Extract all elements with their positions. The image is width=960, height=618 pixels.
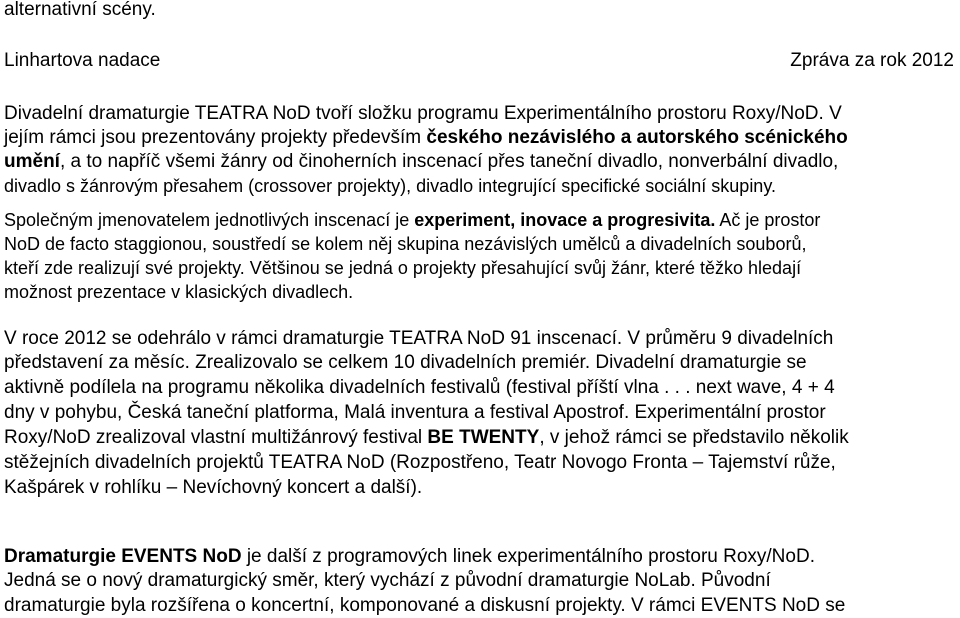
paragraph4-line1 — [4, 546, 815, 568]
paragraph3-line5-bold: BE TWENTY — [427, 427, 540, 448]
paragraph3-line2: představení za měsíc. Zrealizovalo se celkem 10 divadelních premiér. Divadelní dramaturgie se — [4, 352, 807, 373]
paragraph3-line4: dny v pohybu, Česká taneční platforma, Malá inventura a festival Apostrof. Experimentální prostor — [4, 402, 826, 423]
paragraph1-line2-text: jejím rámci jsou prezentovány projekty především — [4, 127, 427, 148]
paragraph1-line3 — [4, 151, 838, 173]
paragraph2-line1-tail: Ač je prostor — [715, 210, 821, 230]
paragraph4-line3: dramaturgie byla rozšířena o koncertní, komponované a diskusní projekty. V rámci EVENTS NoD se — [4, 595, 846, 616]
paragraph2-line2: NoD de facto staggionou, soustředí se kolem něj skupina nezávislých umělců a divadelních souborů, — [4, 234, 807, 254]
paragraph1-line1: Divadelní dramaturgie TEATRA NoD tvoří složku programu Experimentálního prostoru Roxy/NoD. V — [4, 103, 842, 124]
paragraph3-line3: aktivně podílela na programu několika divadelních festivalů (festival příští vlna . . . next wave, 4 + 4 — [4, 377, 835, 398]
paragraph2-line1-bold: experiment, inovace a progresivita. — [414, 210, 716, 230]
paragraph2-line4: možnost prezentace v klasických divadlech. — [4, 282, 354, 302]
paragraph4-line1-bold: Dramaturgie EVENTS NoD — [4, 546, 242, 567]
paragraph2-line1-text: Společným jmenovatelem jednotlivých inscenací je — [4, 210, 415, 230]
paragraph4-line2: Jedná se o nový dramaturgický směr, který vychází z původní dramaturgie NoLab. Původní — [4, 570, 771, 591]
paragraph3-line5-text: Roxy/NoD zrealizoval vlastní multižánrový festival — [4, 427, 428, 448]
paragraph3-line5 — [4, 427, 849, 449]
paragraph4-line1-text: je další z programových linek experimentálního prostoru Roxy/NoD. — [241, 546, 815, 567]
paragraph3-line6: stěžejních divadelních projektů TEATRA NoD (Rozpostřeno, Teatr Novogo Fronta – Tajemství růže, — [4, 452, 836, 473]
paragraph1-line4: divadlo s žánrovým přesahem (crossover projekty), divadlo integrující specifické sociální skupiny. — [4, 176, 776, 196]
paragraph2-line3: kteří zde realizují své projekty. Většinou se jedná o projekty přesahující svůj žánr, které těžko hledají — [4, 258, 802, 278]
header-report-title: Zpráva za rok 2012 — [790, 50, 954, 71]
paragraph1-line3-text: , a to napříč všemi žánry od činoherních inscenací přes taneční divadlo, nonverbální divadlo, — [59, 151, 839, 172]
paragraph1-line2-bold: českého nezávislého a autorského scénického — [426, 127, 848, 148]
paragraph1-line2 — [4, 127, 848, 149]
paragraph1-line3-bold: umění — [4, 151, 60, 172]
paragraph3-line5-tail: , v jehož rámci se představilo několik — [539, 427, 849, 448]
paragraph3-line1: V roce 2012 se odehrálo v rámci dramaturgie TEATRA NoD 91 inscenací. V průměru 9 divadelních — [4, 328, 834, 349]
paragraph3-line7: Kašpárek v rohlíku – Nevíchovný koncert a další). — [4, 477, 423, 498]
header-organization: Linhartova nadace — [4, 50, 161, 71]
paragraph2-line1 — [4, 209, 820, 231]
fragment-text: alternativní scény. — [4, 0, 156, 20]
